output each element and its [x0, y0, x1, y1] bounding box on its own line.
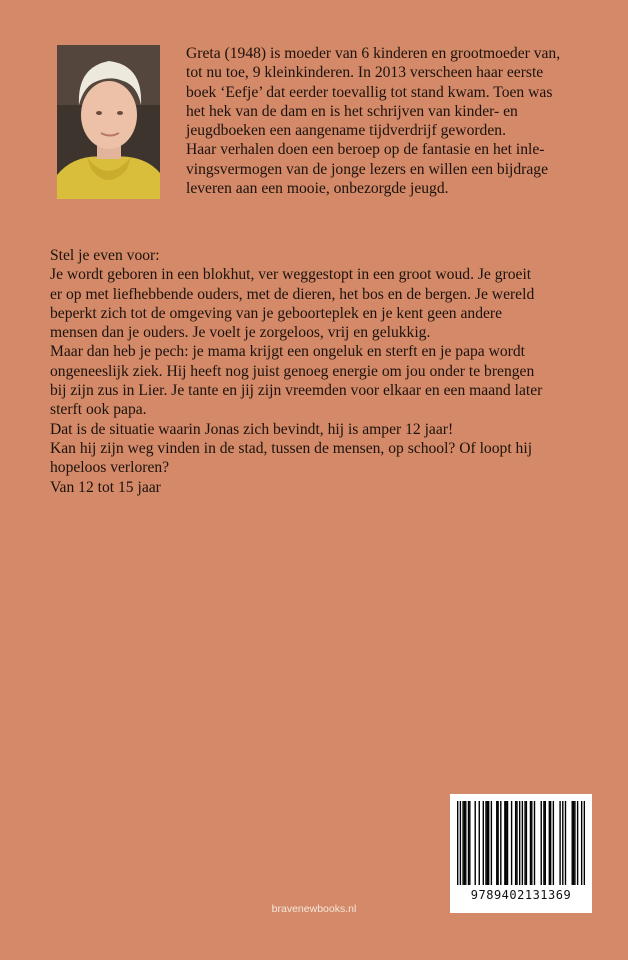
barcode-bar: [553, 801, 554, 885]
barcode-bar: [522, 801, 523, 885]
blurb-line: beperkt zich tot de omgeving van je geboorteplek en je kent geen andere: [50, 304, 503, 322]
barcode-bar: [530, 801, 531, 885]
barcode-bar: [577, 801, 578, 885]
blurb-line: er op met liefhebbende ouders, met de dieren, het bos en de bergen. Je wereld: [50, 285, 535, 303]
barcode-bar: [549, 801, 550, 885]
blurb-line: bij zijn zus in Lier. Je tante en jij zijn vreemden voor elkaar en een maand later: [50, 382, 543, 400]
isbn-number: 9789402131369: [470, 888, 572, 902]
barcode-bar: [504, 801, 505, 885]
barcode-bar: [524, 801, 525, 885]
barcode-bar: [516, 801, 517, 885]
bio-line: Greta (1948) is moeder van 6 kinderen en grootmoeder van,: [186, 45, 561, 62]
blurb-line: mensen dan je ouders. Je voelt je zorgeloos, vrij en gelukkig.: [50, 324, 431, 342]
barcode-bar: [543, 801, 544, 885]
barcode-bar: [460, 801, 461, 885]
bio-line: Haar verhalen doen een beroep op de fantasie en het inle-: [186, 141, 545, 159]
barcode-bar: [565, 801, 566, 885]
barcode-bar: [475, 801, 476, 885]
barcode-bar: [468, 801, 469, 885]
barcode-bar: [469, 801, 470, 885]
barcode-bar: [500, 801, 501, 885]
bio-line: boek ‘Eefje’ dat eerder toevallig tot stand kwam. Toen was: [186, 83, 553, 101]
barcode-bar: [457, 801, 458, 885]
age-range: Van 12 tot 15 jaar: [50, 478, 161, 496]
blurb-line: ongeneeslijk ziek. Hij heeft nog juist genoeg energie om jou onder te brengen: [50, 362, 535, 380]
barcode-bar: [483, 801, 484, 885]
publisher-name: bravenewbooks.nl: [271, 903, 357, 915]
barcode-bar: [584, 801, 585, 885]
book-blurb: [50, 246, 590, 497]
barcode-bar: [496, 801, 497, 885]
barcode-bar: [485, 801, 486, 885]
barcode-bar: [491, 801, 492, 885]
barcode-bar: [559, 801, 560, 885]
isbn-barcode: [450, 794, 592, 913]
barcode-bar: [464, 801, 465, 885]
bio-line: jeugdboeken een aangename tijdverdrijf geworden.: [186, 122, 506, 140]
blurb-line: Dat is de situatie waarin Jonas zich bevindt, hij is amper 12 jaar!: [50, 420, 454, 438]
barcode-bar: [526, 801, 527, 885]
blurb-line: Maar dan heb je pech: je mama krijgt een ongeluk en sterft en je papa wordt: [50, 343, 525, 361]
barcode-bar: [506, 801, 507, 885]
barcode-bar: [572, 801, 573, 885]
blurb-line: Stel je even voor:: [50, 247, 160, 264]
barcode-bar: [507, 801, 508, 885]
barcode-bar: [479, 801, 480, 885]
blurb-line: hopeloos verloren?: [50, 459, 170, 477]
barcode-bar: [488, 801, 489, 885]
blurb-line: Je wordt geboren in een blokhut, ver weggestopt in een groot woud. Je groeit: [50, 266, 532, 284]
bio-line: het hek van de dam en is het schrijven van kinder- en: [186, 102, 518, 120]
barcode-bar: [541, 801, 542, 885]
barcode-bar: [465, 801, 466, 885]
barcode-bar: [519, 801, 520, 885]
bio-line: tot nu toe, 9 kleinkinderen. In 2013 verscheen haar eerste: [186, 64, 544, 82]
barcode-bar: [531, 801, 532, 885]
barcode-bar: [545, 801, 546, 885]
author-photo: [57, 45, 160, 199]
barcode-bar: [581, 801, 582, 885]
barcode-bar: [573, 801, 574, 885]
blurb-line: Kan hij zijn weg vinden in de stad, tussen de mensen, op school? Of loopt hij: [50, 439, 533, 457]
barcode-bars: [457, 801, 585, 885]
barcode-bar: [562, 801, 563, 885]
barcode-bar: [515, 801, 516, 885]
barcode-bar: [462, 801, 463, 885]
blurb-line: sterft ook papa.: [50, 401, 147, 419]
barcode-bar: [574, 801, 575, 885]
author-bio: [186, 44, 606, 198]
barcode-bar: [487, 801, 488, 885]
barcode-bar: [550, 801, 551, 885]
barcode-bar: [511, 801, 512, 885]
barcode-bar: [534, 801, 535, 885]
barcode-bar: [497, 801, 498, 885]
bio-line: vingsvermogen van de jonge lezers en willen een bijdrage: [186, 160, 548, 178]
bio-line: leveren aan een mooie, onbezorgde jeugd.: [186, 180, 449, 198]
